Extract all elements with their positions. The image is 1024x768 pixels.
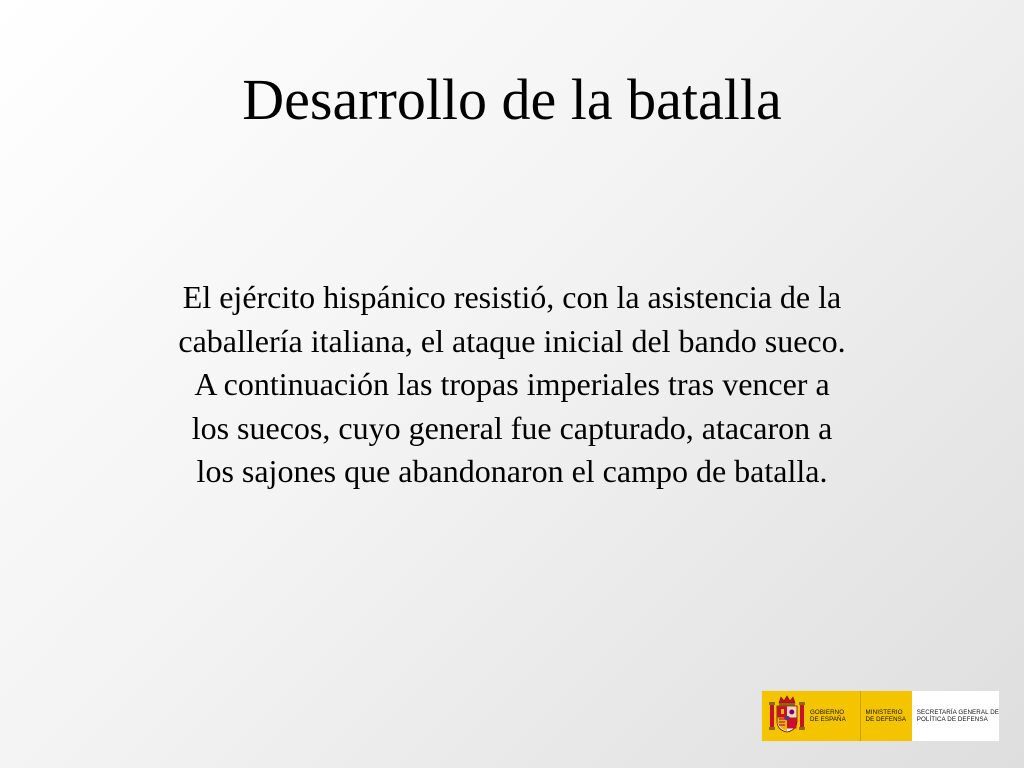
body-line: los sajones que abandonaron el campo de batalla. xyxy=(196,453,828,489)
slide-title: Desarrollo de la batalla xyxy=(242,67,782,132)
secretaria-label xyxy=(917,709,999,724)
slide-body-text xyxy=(50,276,974,494)
gobierno-label xyxy=(810,709,846,724)
coat-of-arms-icon xyxy=(768,694,806,739)
secretaria-line: SECRETARÍA GENERAL DE xyxy=(916,708,999,716)
gobierno-line: GOBIERNO xyxy=(810,708,845,716)
government-logo-bar xyxy=(761,690,1000,742)
body-line: los suecos, cuyo general fue capturado, atacaron a xyxy=(191,409,833,446)
body-line: El ejército hispánico resistió, con la asistencia de la xyxy=(182,279,842,315)
ministerio-line: DE DEFENSA xyxy=(865,716,907,723)
body-line: A continuación las tropas imperiales tras vencer a xyxy=(194,366,830,402)
gobierno-line: DE ESPAÑA xyxy=(810,716,846,723)
ministerio-label xyxy=(866,709,907,724)
secretaria-line: POLÍTICA DE DEFENSA xyxy=(916,716,988,723)
body-line: caballería italiana, el ataque inicial del bando sueco. xyxy=(178,322,846,359)
ministerio-logo xyxy=(860,691,912,741)
gobierno-logo xyxy=(762,691,860,741)
ministerio-line: MINISTERIO xyxy=(865,708,903,716)
secretaria-logo xyxy=(912,691,999,741)
